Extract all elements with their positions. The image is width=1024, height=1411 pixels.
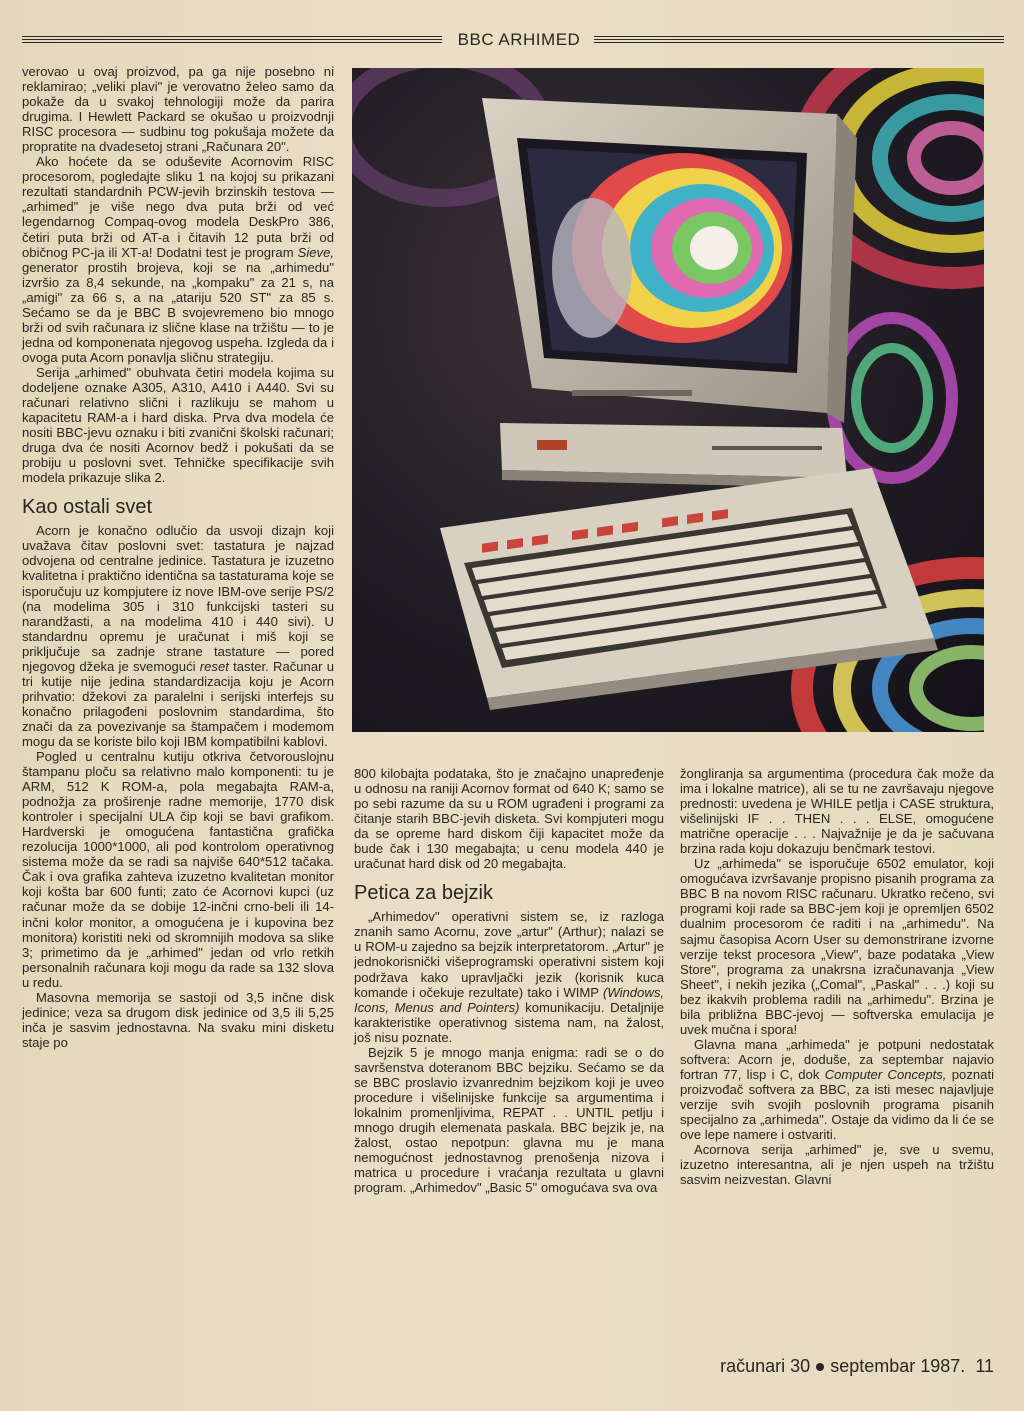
- magazine-issue: računari 30: [720, 1356, 811, 1376]
- bullet-icon: [816, 1363, 824, 1371]
- paragraph: Ako hoćete da se oduševite Acornovim RISC procesorom, pogledajte sliku 1 na kojoj su prikazani rezultati standardnih PCW-jevih brzinskih testova — „arhimed" je više nego dva puta brži od već legendarnog Compaq-ovog modela DeskPro 386, četiri puta brži od AT-a i čitavih 12 puta brži od običnog PC-ja ili XT-a! Dodatni test je program Sieve, generator prostih brojeva, koji se na „arhimedu" izvršio za 8,4 sekunde, na „kompaku" za 21 s, na „amigi" za 66 s, a na „atariju 520 ST" za 85 s. Sećamo se da je BBC B svojevremeno bio mnogo brži od svih računara iz slične klase na tržištu — to je jedna od komponenata njegovog uspeha. Izgleda da i ovoga puta Acorn ponavlja sličnu strategiju.: [22, 154, 334, 365]
- computer-photo: [352, 68, 984, 732]
- paragraph: Serija „arhimed" obuhvata četiri modela kojima su dodeljene oznake A305, A310, A410 i A440. Svi su računari relativno slični i razlikuju se mahom u kapacitetu RAM-a i hard diska. Prva dva modela će nositi BBC-jevu oznaku i biti zvanični školski računari; druga dva će nositi Acornov bedž i pokušati da se probiju u poslovni svet. Tehničke specifikacije svih modela prikazuje slika 2.: [22, 364, 334, 486]
- page-number: 11: [975, 1356, 994, 1376]
- paragraph: Uz „arhimeda" se isporučuje 6502 emulator, koji omogućava izvršavanje propisno pisanih programa za BBC B na novom RISC računaru. Ukratko rečeno, svi programi koji rade sa BBC-jem koji je opremljen 6502 dualnim procesorom će raditi i na „arhimedu". Na sajmu časopisa Acorn User su demonstrirane izvorne verzije tekst procesora „View", baze podataka „View Store", programa za unakrsna izračunavanja „View Sheet", i nekih jezika („Comal", „Paskal" . . .) koji su bez ikakvih problema radili na „arhimedu". Brzina je bila približna BBC-jevoj — softverska emulacija je uvek mučna i spora!: [680, 856, 994, 1037]
- page-footer: [680, 1356, 994, 1382]
- header-rule-left: [22, 36, 442, 44]
- subheading: Kao ostali svet: [22, 496, 153, 519]
- paragraph: Acorn je konačno odlučio da usvoji dizajn koji uvažava čitav poslovni svet: tastatura je najzad odvojena od centralne jedinice. Tastatura je izuzetno kvalitetna i praktično identična sa tastaturama koje se isporučuju uz kompjutere iz nove IBM-ove serije PS/2 (na modelima 305 i 310 funkcijski tasteri su narandžasti, a na modelima 410 i 440 sivi). U standardnu opremu je uračunat i miš koji se priključuje sa zadnje strane tastature — pored njegovog džeka je svemogući reset taster. Računar u tri kutije nije jedina standardizacija koju je Acorn prihvatio: džekovi za paralelni i serijski interfejs su konačno prilagođeni poslovnim standardima, što znači da za povezivanje sa štampačem i modemom mogu da se koriste bilo koji IBM kompatibilni kablovi.: [22, 523, 334, 749]
- computer-illustration: [352, 68, 984, 732]
- paragraph: 800 kilobajta podataka, što je značajno unapređenje u odnosu na raniji Acornov format od 640 K; samo se po sebi razume da su u ROM ugrađeni i programi za čitanje starih BBC-jevih disketa. Svi kompjuteri mogu da se opreme hard diskom čiji kapacitet može da bude čak i 130 megabajta; u cenu modela 440 je uračunat hard disk od 20 megabajta.: [354, 766, 664, 872]
- column-3: [680, 766, 994, 1187]
- page-header: [22, 30, 1004, 52]
- paragraph: Masovna memorija se sastoji od 3,5 inčne disk jedinice; veza sa drugom disk jedinice od 3,5 ili 5,25 inča je sasvim jednostavna. Na svaku mini disketu staje po: [22, 989, 334, 1050]
- section-title: BBC ARHIMED: [457, 30, 581, 49]
- paragraph: žongliranja sa argumentima (procedura čak može da ima i lokalne matrice), ali se tu ne završavaju njegove prednosti: uvedena je WHILE petlja i CASE struktura, višelinijski IF . . THEN . . . ELSE, omogućene matrične operacije . . . Najvažnije je da je sačuvana brzina rada koju dokazuju benčmark testovi.: [680, 766, 994, 857]
- subheading: Petica za bejzik: [354, 882, 493, 905]
- paragraph: Glavna mana „arhimeda" je potpuni nedostatak softvera: Acorn je, doduše, za septembar najavio fortran 77, lisp i C, dok Computer Concepts, poznati proizvođač softvera za BBC, za isti mesec najavljuje verzije svih svojih poslovnih programa pisanih specijalno za „arhimeda". Ostaje da vidimo da li će se ove lepe namere i ostvariti.: [680, 1036, 994, 1143]
- column-1: [22, 64, 334, 1050]
- paragraph: Pogled u centralnu kutiju otkriva četvorouslojnu štampanu ploču sa relativno malo komponenti: tu je ARM, 512 K ROM-a, pola megabajta RAM-a, podnožja za proširenje radne memorije, 1770 disk kontroler i specijalni ULA čip koji se bavi grafikom. Hardverski je omogućena fantastična grafička rezolucija 1000*1000, ali pod kontrolom operativnog sistema može da se radi sa najviše 640*512 tačaka. Čak i ova grafika zahteva izuzetno kvalitetan monitor koji košta bar 600 funti; zato će Acornovi kupci (uz računar može da se dobije 12-inčni crno-beli ili 14-inčni kolor monitor, a omogućena je i kupovina bez monitora) koristiti neki od skromnijih modova sa slike 3; primetimo da je „arhimed" jedan od vrlo retkih personalnih računara koji mogu da rade sa 132 slova u redu.: [22, 749, 334, 990]
- paragraph: Acornova serija „arhimed" je, sve u svemu, izuzetno interesantna, ali je njen uspeh na tržištu sasvim neizvestan. Glavni: [680, 1142, 994, 1188]
- issue-date: septembar 1987.: [830, 1356, 966, 1376]
- paragraph: verovao u ovaj proizvod, pa ga nije posebno ni reklamirao; „veliki plavi" je verovatno želeo samo da pokaže da u svakoj tehnologiji može da parira drugima. I Hewlett Packard se okušao u proizvodnji RISC procesora — sudbinu tog pokušaja možete da propratite na dvadesetoj strani „Računara 20".: [22, 64, 334, 155]
- paragraph: „Arhimedov" operativni sistem se, iz razloga znanih samo Acornu, zove „artur" (Arthur); nalazi se u ROM-u zajedno sa bejzik interpretatorom. „Artur" je jednokorisnički višeprogramski operativni sistem koji podržava kako upravljački jezik (korisnik kuca komande i očekuje rezultate) tako i WIMP (Windows, Icons, Menus and Pointers) komunikaciju. Detaljnije karakteristike operativnog sistema nam, na žalost, još nisu poznate.: [354, 909, 664, 1045]
- header-rule-right: [594, 36, 1004, 44]
- paragraph: Bejzik 5 je mnogo manja enigma: radi se o do savršenstva doteranom BBC bejziku. Sećamo se da se BBC proslavio izvanrednim bejzikom koji je uveo procedure i višelinijske funkcije sa argumentima i lokalnim promenljivima, REPAT . . UNTIL petlju i mnogo drugih elemenata paskala. BBC bejzik je, na žalost, ostao nepotpun: glavna mu je mana nemogućnost jednostavnog prenošenja nizova i matrica u procedure i vraćanja rezultata u glavni program. „Arhimedov" „Basic 5" omogućava sva ova: [354, 1044, 664, 1196]
- column-2: [354, 766, 664, 1195]
